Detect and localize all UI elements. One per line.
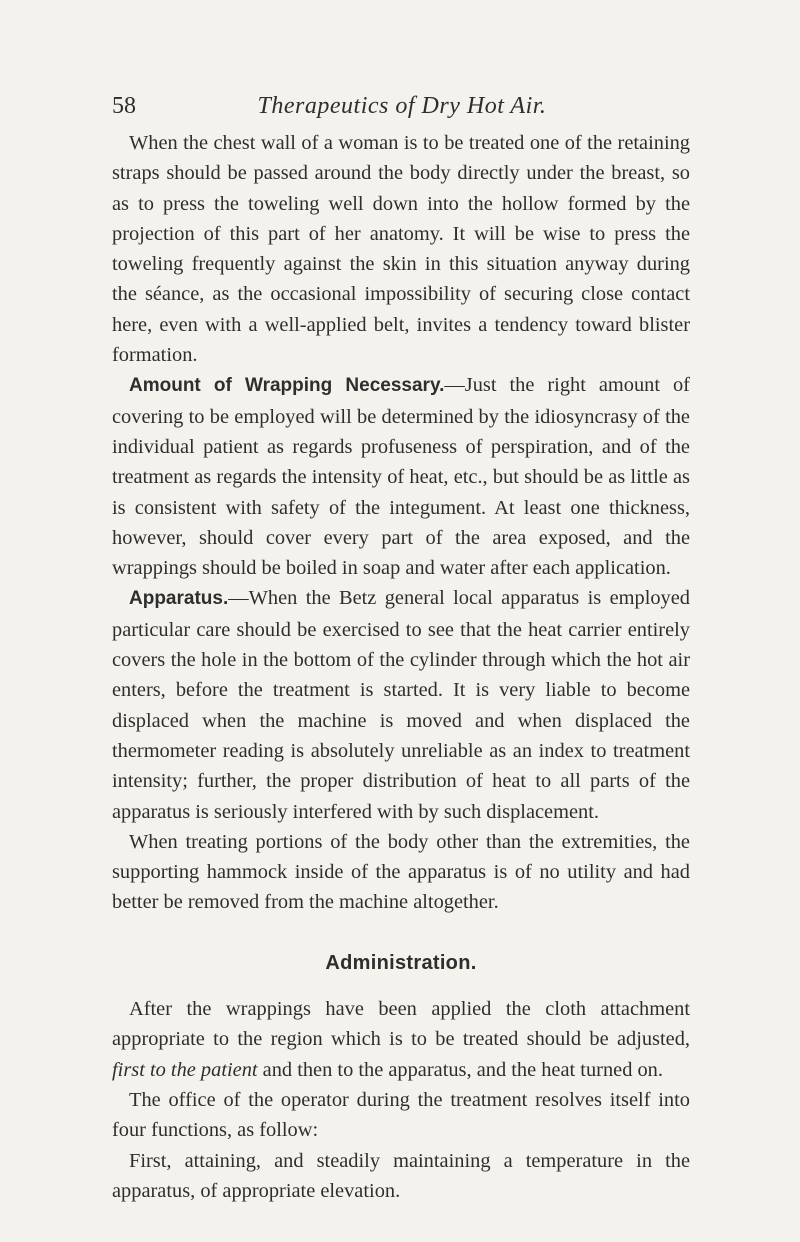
paragraph-apparatus-text: —When the Betz general local apparatus is employed particular care should be exercised to see that the heat carrier entirely covers the hole in the bottom of the cylinder through which the hot air enters, before the treatment is started. It is very liable to become displaced when the machine is moved and when displaced the thermometer reading is absolutely unreliable as an index to treatment intensity; further, the proper distribution of heat to all parts of the apparatus is seriously interfered with by such displacement. — [112, 587, 690, 823]
paragraph-extremities: When treating portions of the body other than the extremities, the supporting hammock inside of the apparatus is of no utility and had better be removed from the machine altogether. — [112, 830, 690, 914]
emphasis-first-to-patient: first to the patient — [112, 1058, 258, 1081]
page-body — [112, 128, 690, 1206]
paragraph-apparatus — [112, 583, 690, 826]
side-heading-wrapping: Amount of Wrapping Necessary. — [129, 375, 445, 397]
paragraph-administration — [112, 994, 690, 1085]
paragraph-operator-office: The office of the operator during the treatment resolves itself into four functions, as follow: — [112, 1088, 690, 1142]
paragraph-administration-a: After the wrappings have been applied the cloth attachment appropriate to the region which is to be treated should be adjusted, — [112, 998, 690, 1051]
paragraph-administration-b: and then to the apparatus, and the heat turned on. — [257, 1058, 663, 1081]
paragraph-first-function: First, attaining, and steadily maintaining a temperature in the apparatus, of appropriate elevation. — [112, 1149, 690, 1202]
paragraph-wrapping — [112, 370, 690, 583]
running-title: Therapeutics of Dry Hot Air. — [257, 93, 547, 119]
paragraph-chest-wall: When the chest wall of a woman is to be treated one of the retaining straps should be passed around the body directly under the breast, so as to press the toweling well down into the hollow formed by the projection of this part of her anatomy. It will be wise to press the toweling frequently against the skin in this situation anyway during the séance, as the occasional impossibility of securing close contact here, even with a well-applied belt, invites a tendency toward blister formation. — [112, 132, 690, 367]
side-heading-apparatus: Apparatus. — [129, 588, 229, 610]
paragraph-wrapping-text: —Just the right amount of covering to be employed will be determined by the idiosyncrasy of the individual patient as regards profuseness of perspiration, and of the treatment as regards the intensity of heat, etc., but should be as little as is consistent with safety of the integument. At least one thickness, however, should cover every part of the area exposed, and the wrappings should be boiled in soap and water after each application. — [112, 374, 690, 580]
section-heading-administration: Administration. — [325, 951, 477, 974]
page-number: 58 — [112, 93, 136, 119]
